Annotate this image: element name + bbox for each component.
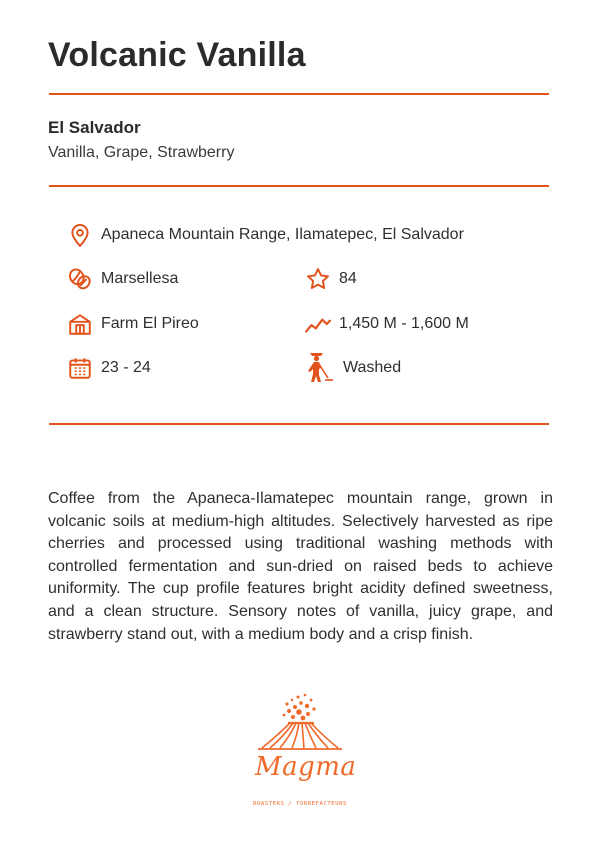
divider-bottom <box>49 423 549 425</box>
detail-process <box>305 350 401 384</box>
detail-harvest <box>67 355 151 381</box>
variety-value: Marsellesa <box>101 270 179 287</box>
detail-farm <box>67 311 199 337</box>
location-pin-icon <box>67 222 93 248</box>
process-value: Washed <box>343 359 402 376</box>
brand-tagline: ROASTERS / TORREFACTEURS <box>253 801 347 807</box>
calendar-icon <box>67 355 93 381</box>
detail-score <box>305 266 357 292</box>
farm-house-icon <box>67 311 93 337</box>
altitude-line-icon <box>305 311 331 337</box>
origin-country: El Salvador <box>48 118 141 137</box>
coffee-name-title: Volcanic Vanilla <box>48 36 306 74</box>
star-icon <box>305 266 331 292</box>
farmer-washing-icon <box>305 350 335 384</box>
altitude-value: 1,450 M - 1,600 M <box>339 315 469 332</box>
volcano-logo-icon <box>248 690 357 810</box>
coffee-bean-icon <box>67 266 93 292</box>
divider-top <box>49 93 549 95</box>
farm-value: Farm El Pireo <box>101 315 199 332</box>
coffee-description: Coffee from the Apaneca-Ilamatepec mountain range, grown in volcanic soils at medium-high altitudes. Selectively harvested as ripe cherries and processed using traditional washing methods with controlled fermentation and sun-dried on raised beds to achieve uniformity. The cup profile features bright acidity defined sweetness, and a clean structure. Sensory notes of vanilla, juicy grape, and strawberry stand out, with a medium body and a crisp finish. <box>48 490 553 643</box>
divider-middle <box>49 185 549 187</box>
score-value: 84 <box>339 270 357 287</box>
harvest-value: 23 - 24 <box>101 359 151 376</box>
detail-location <box>67 222 464 248</box>
flavor-notes: Vanilla, Grape, Strawberry <box>48 144 235 161</box>
brand-name: Magma <box>255 752 357 782</box>
location-value: Apaneca Mountain Range, Ilamatepec, El Salvador <box>101 226 464 243</box>
detail-altitude <box>305 311 469 337</box>
detail-variety <box>67 266 178 292</box>
